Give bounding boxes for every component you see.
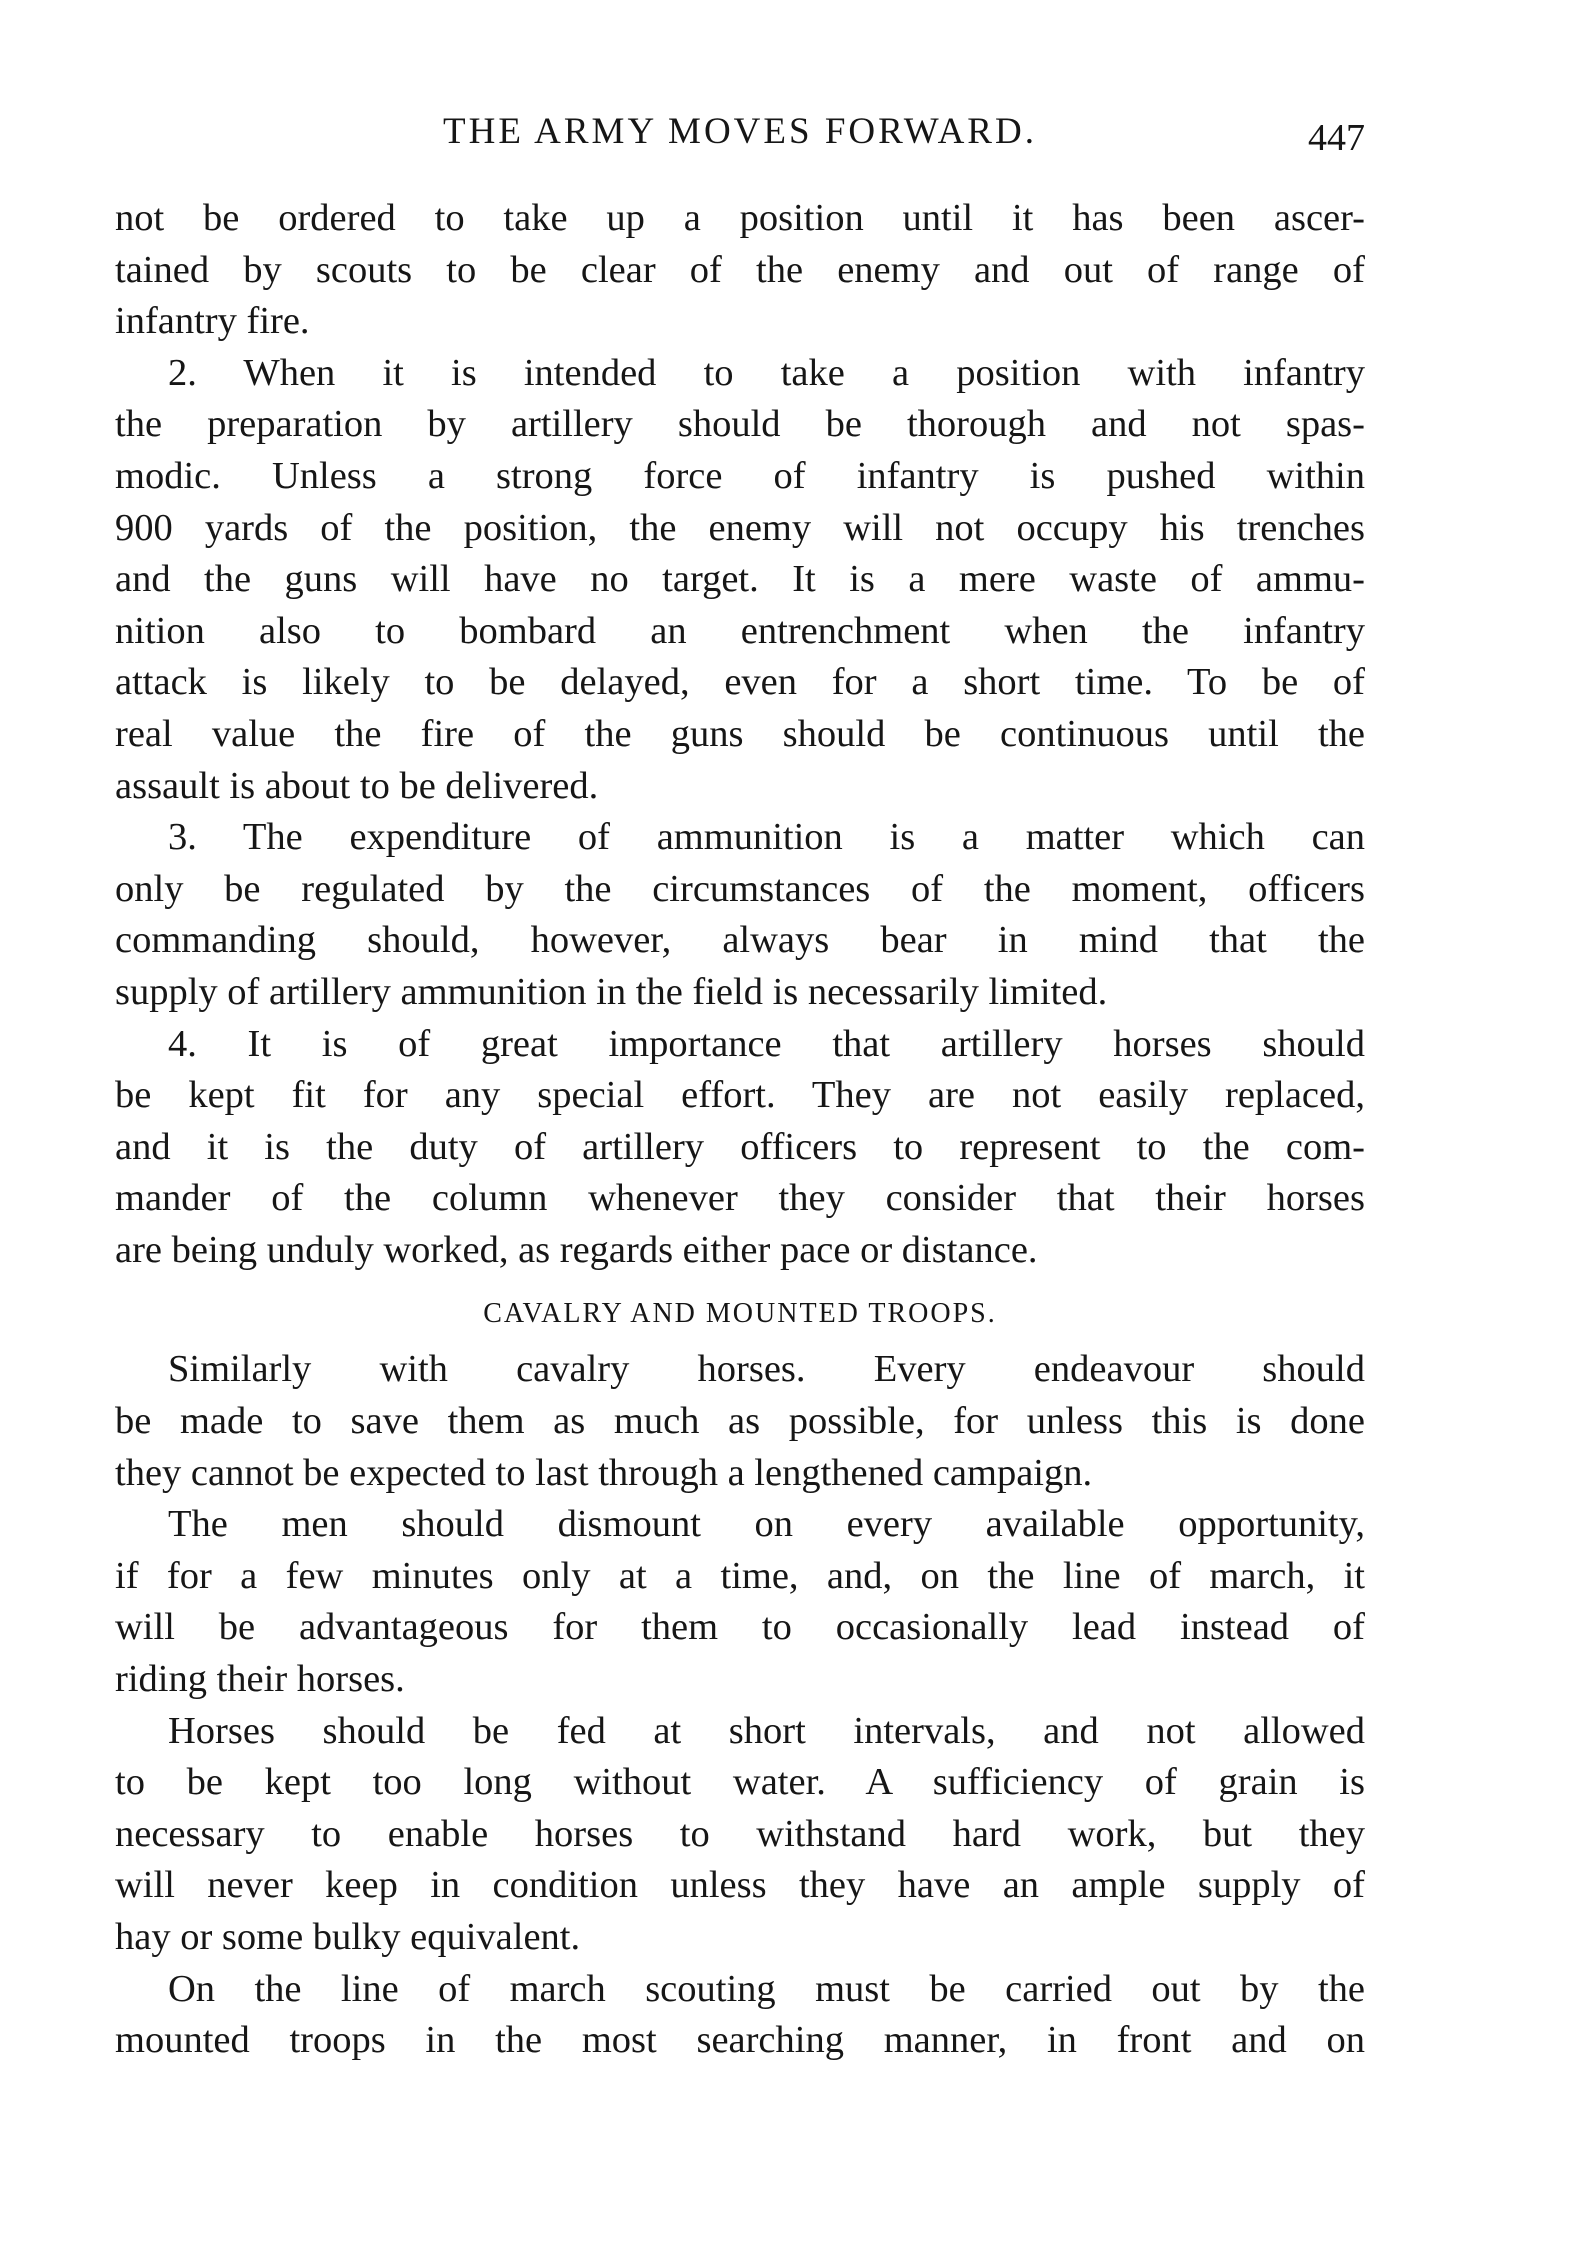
text-line: be kept fit for any special effort. They are not easily replaced,: [115, 1074, 1365, 1117]
text-line: not be ordered to take up a position until it has been ascer-: [115, 197, 1365, 239]
running-header: [115, 110, 1365, 164]
paragraph: [115, 1499, 1365, 1705]
text-line: Similarly with cavalry horses. Every endeavour should: [168, 1348, 1365, 1391]
text-line: infantry fire.: [115, 300, 310, 343]
text-line: and the guns will have no target. It is a mere waste of ammu-: [115, 558, 1365, 601]
paragraph: [115, 193, 1365, 348]
text-line: hay or some bulky equivalent.: [115, 1916, 581, 1958]
text-line: assault is about to be delivered.: [115, 764, 599, 807]
text-line: they cannot be expected to last through a lengthened campaign.: [115, 1451, 1093, 1494]
text-line: 2. When it is intended to take a position with infantry: [168, 351, 1365, 394]
text-line: The men should dismount on every available opportunity,: [168, 1503, 1365, 1546]
paragraph: [115, 1706, 1365, 1964]
text-line: will never keep in condition unless they have an ample supply of: [115, 1864, 1365, 1907]
text-line: commanding should, however, always bear in mind that the: [115, 919, 1365, 962]
text-line: On the line of march scouting must be carried out by the: [168, 1967, 1365, 2010]
text-line: to be kept too long without water. A sufficiency of grain is: [115, 1761, 1365, 1804]
text-line: be made to save them as much as possible, for unless this is done: [115, 1400, 1365, 1443]
text-line: and it is the duty of artillery officers to represent to the com-: [115, 1125, 1365, 1168]
text-line: if for a few minutes only at a time, and, on the line of march, it: [115, 1554, 1365, 1597]
text-line: necessary to enable horses to withstand hard work, but they: [115, 1812, 1365, 1855]
paragraph: [115, 348, 1365, 812]
page-number: 447: [1308, 117, 1365, 159]
text-line: are being unduly worked, as regards either pace or distance.: [115, 1228, 1038, 1271]
text-line: the preparation by artillery should be thorough and not spas-: [115, 403, 1365, 446]
text-line: riding their horses.: [115, 1658, 405, 1701]
paragraph: [115, 1344, 1365, 1499]
paragraph: [115, 1019, 1365, 1277]
paragraph: [115, 1964, 1365, 2067]
text-line: mander of the column whenever they consider that their horses: [115, 1177, 1365, 1220]
text-line: 900 yards of the position, the enemy will not occupy his trenches: [115, 506, 1365, 549]
text-line: 4. It is of great importance that artillery horses should: [168, 1022, 1365, 1065]
running-title: THE ARMY MOVES FORWARD.: [443, 111, 1037, 152]
text-line: tained by scouts to be clear of the enemy and out of range of: [115, 248, 1365, 291]
text-line: 3. The expenditure of ammunition is a matter which can: [168, 816, 1365, 859]
text-line: will be advantageous for them to occasionally lead instead of: [115, 1606, 1365, 1649]
text-line: real value the fire of the guns should be continuous until the: [115, 712, 1365, 755]
section-heading: CAVALRY AND MOUNTED TROOPS.: [483, 1298, 997, 1330]
text-line: modic. Unless a strong force of infantry is pushed within: [115, 454, 1365, 497]
page-body: [115, 193, 1365, 2067]
text-line: supply of artillery ammunition in the field is necessarily limited.: [115, 970, 1108, 1013]
paragraph: [115, 812, 1365, 1018]
text-line: Horses should be fed at short intervals, and not allowed: [168, 1709, 1365, 1752]
text-line: only be regulated by the circumstances of the moment, officers: [115, 867, 1365, 910]
text-line: nition also to bombard an entrenchment when the infantry: [115, 609, 1365, 652]
text-line: attack is likely to be delayed, even for a short time. To be of: [115, 661, 1365, 704]
text-line: mounted troops in the most searching manner, in front and on: [115, 2019, 1365, 2062]
